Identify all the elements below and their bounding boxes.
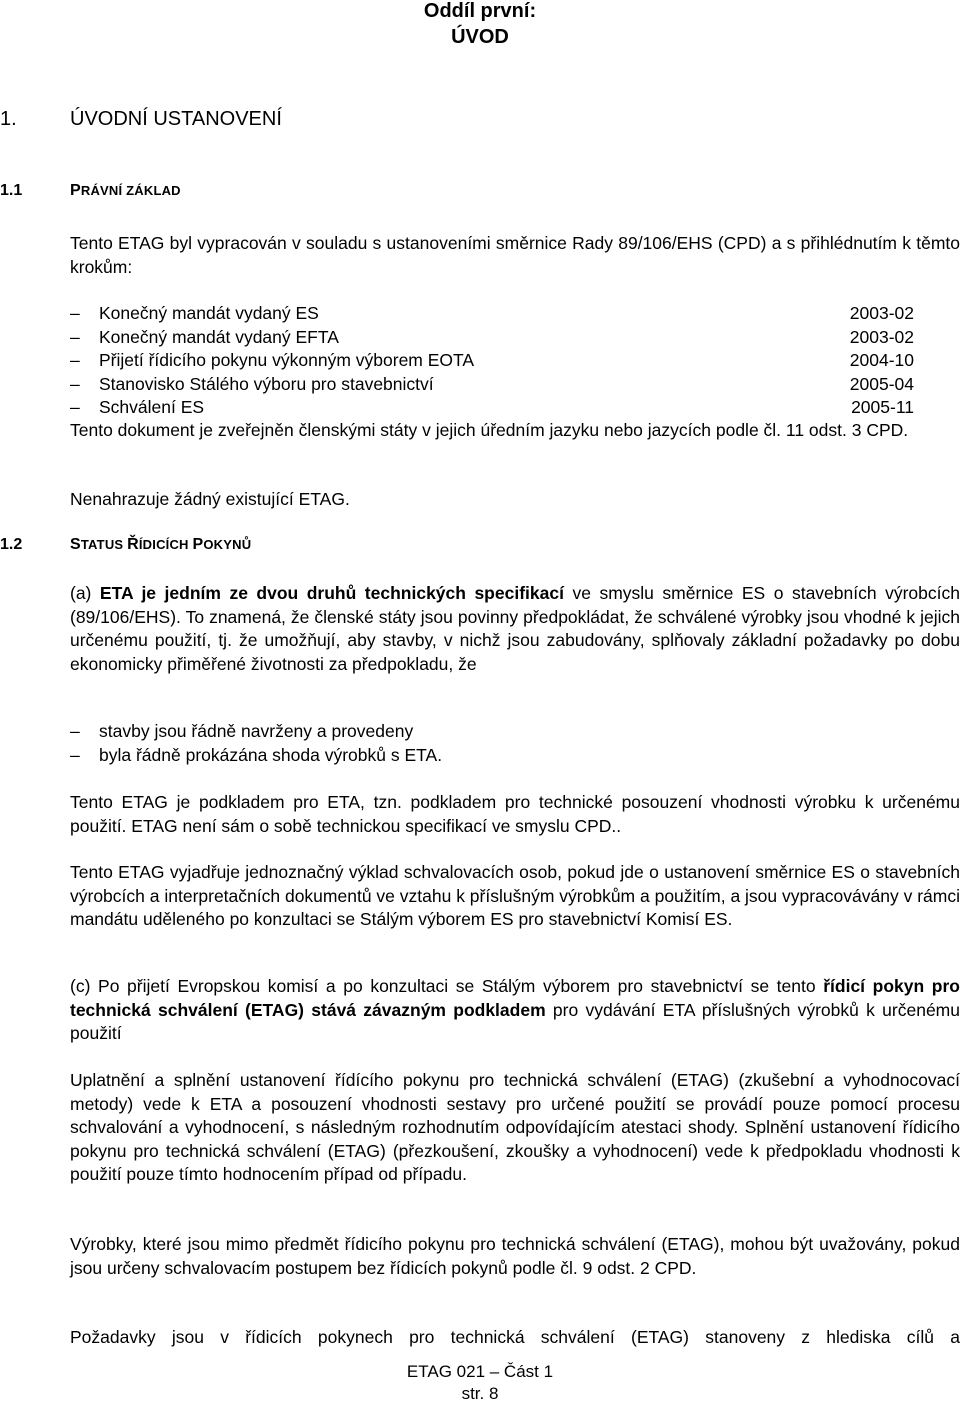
dash-marker: – (70, 744, 80, 765)
footer-page-number: str. 8 (461, 1384, 499, 1403)
dash-marker: – (70, 721, 80, 741)
step-item (70, 349, 960, 373)
step-item (70, 396, 960, 420)
step-item (70, 373, 960, 397)
published-paragraph: Tento dokument je zveřejněn členskými státy v jejich úředním jazyku nebo jazycích podle čl. 11 odst. 3 CPD. (70, 420, 909, 440)
paragraph-a: (a) ETA je jedním ze dvou druhů technických specifikací ve smyslu směrnice ES o stavebních výrobcích (89/106/EHS). To znamená, že členské státy jsou povinny předpokládat, že schválené výrobky jsou vhodné k jejich určenému použití, tj. že umožňují, aby stavby, v nichž jsou zabudovány, splňovaly základní požadavky po dobu ekonomicky přiměřené životnosti za předpokladu, že (70, 583, 960, 674)
condition-text: byla řádně prokázána shoda výrobků s ETA. (99, 744, 443, 765)
step-label: Konečný mandát vydaný EFTA (99, 326, 339, 347)
dash-marker: – (70, 350, 80, 370)
paragraph-c: (c) Po přijetí Evropskou komisí a po konzultaci se Stálým výborem pro stavebnictví se tento řídicí pokyn pro technická schválení (ETAG) stává závazným podkladem pro vydávání ETA příslušných výrobků k určenému použití (70, 976, 960, 1043)
section-number: 1. (0, 108, 17, 130)
dash-marker: – (70, 326, 80, 347)
steps-list (70, 302, 960, 420)
basis-paragraph: Tento ETAG je podkladem pro ETA, tzn. podkladem pro technické posouzení vhodnosti výrobku k určenému použití. ETAG není sám o sobě technickou specifikací ve smyslu CPD.. (70, 792, 960, 836)
subsection-number: 1.2 (0, 536, 23, 553)
step-date: 2003-02 (849, 326, 914, 347)
part-subtitle: ÚVOD (451, 26, 509, 48)
products-paragraph: Výrobky, které jsou mimo předmět řídicího pokynu pro technická schválení (ETAG), mohou být uvažovány, pokud jsou určeny schvalovacím postupem bez řídicích pokynů podle čl. 9 odst. 2 CPD. (70, 1234, 960, 1278)
step-item (70, 326, 960, 350)
step-label: Konečný mandát vydaný ES (99, 303, 319, 323)
part-title: Oddíl první: (423, 0, 537, 22)
condition-item (70, 720, 960, 744)
step-date: 2003-02 (849, 303, 914, 323)
expresses-paragraph: Tento ETAG vyjadřuje jednoznačný výklad schvalovacích osob, pokud jde o ustanovení směrnice ES o stavebních výrobcích a interpretačních dokumentů ve vztahu k příslušným výrobkům a použitím, a jsou vypracovávány v rámci mandátu uděleného po konzultaci se Stálým výborem ES pro stavebnictví Komisí ES. (70, 862, 960, 929)
subsection-title: PRÁVNÍ ZÁKLAD (70, 182, 181, 199)
dash-marker: – (70, 397, 80, 417)
step-date: 2005-11 (851, 397, 914, 417)
subsection-number: 1.1 (0, 182, 23, 199)
condition-text: stavby jsou řádně navrženy a provedeny (99, 721, 414, 741)
requirements-paragraph: Požadavky jsou v řídicích pokynech pro technická schválení (ETAG) stanoveny z hlediska cílů a (70, 1327, 960, 1347)
replaces-paragraph: Nenahrazuje žádný existující ETAG. (70, 489, 350, 509)
step-label: Stanovisko Stálého výboru pro stavebnictví (99, 373, 434, 394)
section-title: ÚVODNÍ USTANOVENÍ (70, 108, 282, 130)
condition-item (70, 744, 960, 768)
conditions-list (70, 720, 960, 767)
step-date: 2004-10 (849, 350, 914, 370)
step-date: 2005-04 (849, 373, 914, 394)
intro-paragraph: Tento ETAG byl vypracován v souladu s ustanoveními směrnice Rady 89/106/EHS (CPD) a s přihlédnutím k těmto krokům: (70, 233, 960, 277)
step-item (70, 302, 960, 326)
subsection-title: STATUS ŘÍDICÍCH POKYNŮ (70, 536, 252, 553)
dash-marker: – (70, 303, 80, 323)
footer-doc: ETAG 021 – Část 1 (406, 1362, 554, 1381)
dash-marker: – (70, 373, 80, 394)
application-paragraph: Uplatnění a splnění ustanovení řídícího pokynu pro technická schválení (ETAG) (zkušební a vyhodnocovací metody) vede k ETA a posouzení vhodnosti sestavy pro určené použití se provádí pouze pomocí procesu schvalování a vyhodnocení, s následným rozhodnutím odpovídajícím atestaci shody. Splnění ustanovení řídicího pokynu pro technická schválení (ETAG) (přezkoušení, zkoušky a vyhodnocení) vede k předpokladu vhodnosti k použití pouze tímto hodnocením případ od případu. (70, 1070, 960, 1184)
step-label: Schválení ES (99, 397, 205, 417)
step-label: Přijetí řídicího pokynu výkonným výborem EOTA (99, 350, 475, 370)
